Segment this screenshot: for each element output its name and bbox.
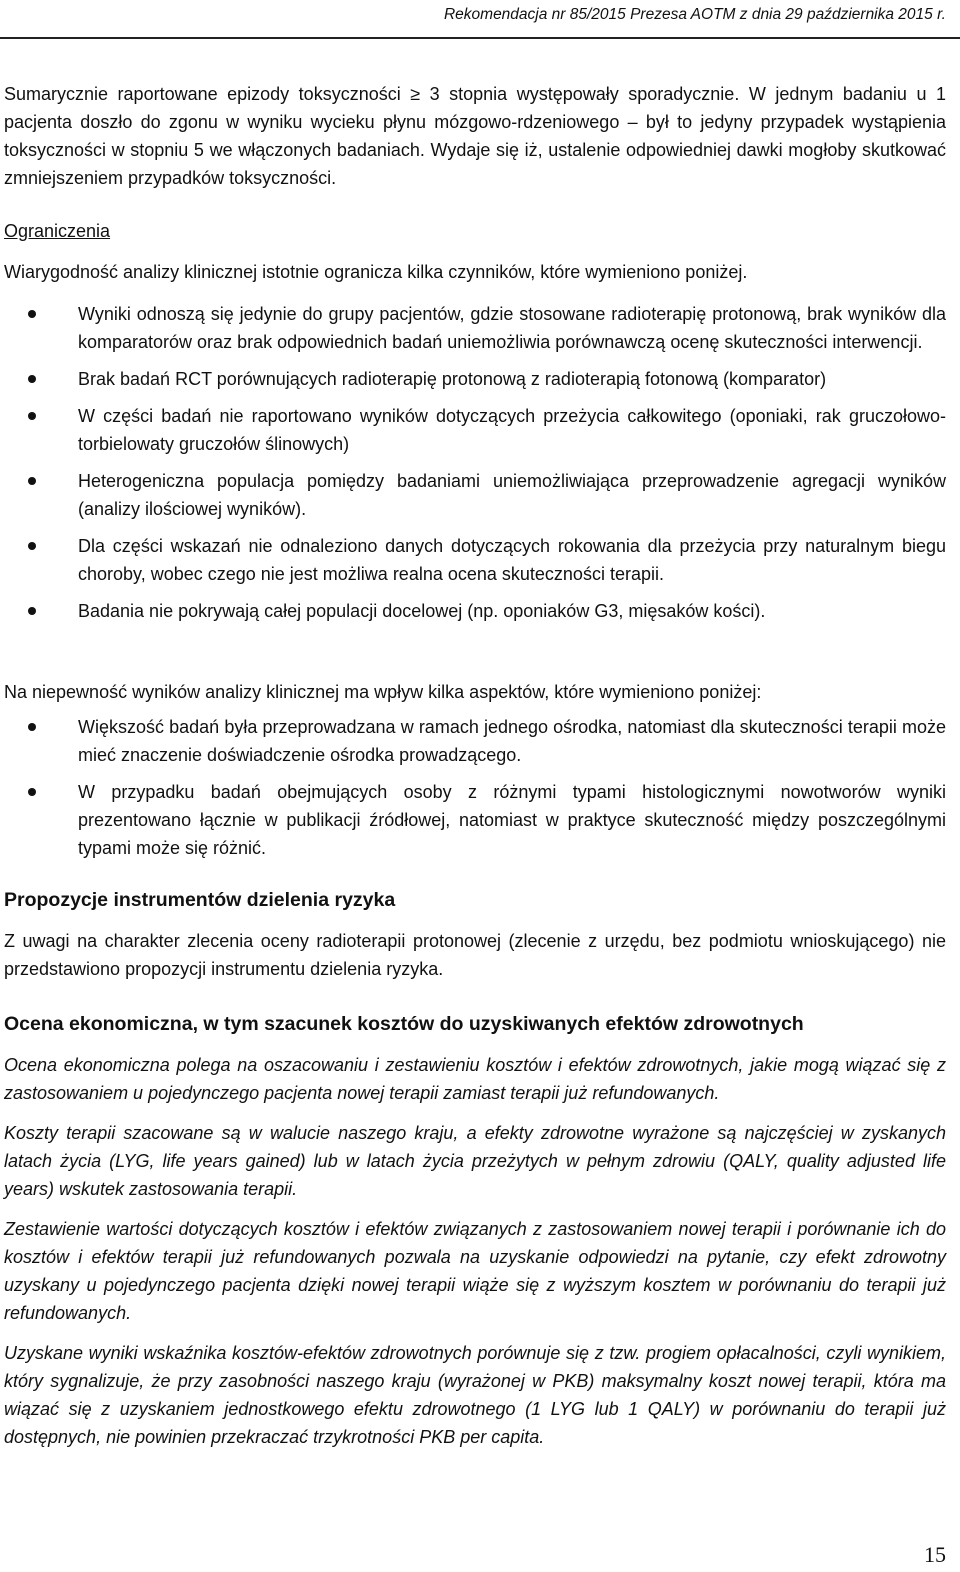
list-item — [4, 778, 946, 862]
bullet-icon — [28, 310, 36, 318]
bullet-icon — [28, 788, 36, 796]
economic-body — [4, 1051, 946, 1463]
list-item-text: Większość badań była przeprowadzana w ramach jednego ośrodka, natomiast dla skuteczności terapii może mieć znaczenie doświadczenie ośrodka prowadzącego. — [78, 717, 946, 765]
list-item — [4, 713, 946, 769]
bullet-icon — [28, 723, 36, 731]
economic-paragraph: Koszty terapii szacowane są w walucie naszego kraju, a efekty zdrowotne wyrażone są najczęściej w zyskanych latach życia (LYG, life years gained) lub w latach życia przeżytych w pełnym zdrowiu (QALY, quality adjusted life years) wskutek zastosowania terapii. — [4, 1123, 946, 1199]
list-item-text: Dla części wskazań nie odnaleziono danych dotyczących rokowania dla przeżycia przy naturalnym biegu choroby, wobec czego nie jest możliwa realna ocena skuteczności terapii. — [78, 536, 946, 584]
limitations-heading — [4, 217, 946, 245]
economic-paragraph: Zestawienie wartości dotyczących kosztów i efektów związanych z zastosowaniem nowej terapii i porównanie ich do kosztów i efektów terapii już refundowanych pozwala na uzyskanie odpowiedzi na pytanie, czy efekt zdrowotny uzyskany u pojedynczego pacjenta dzięki nowej terapii wiąże się z wyższym kosztem w porównaniu do terapii już refundowanych. — [4, 1219, 946, 1323]
list-item — [4, 402, 946, 458]
bullet-icon — [28, 477, 36, 485]
limitations-intro-text: Wiarygodność analizy klinicznej istotnie ogranicza kilka czynników, które wymieniono poniżej. — [4, 262, 748, 282]
list-item — [4, 300, 946, 356]
bullet-icon — [28, 412, 36, 420]
uncertainty-intro — [4, 678, 946, 706]
economic-paragraph: Ocena ekonomiczna polega na oszacowaniu i zestawieniu kosztów i efektów zdrowotnych, jakie mogą wiązać się z zastosowaniem u pojedynczego pacjenta nowej terapii zamiast terapii już refundowanych. — [4, 1055, 946, 1103]
list-item — [4, 532, 946, 588]
bullet-icon — [28, 375, 36, 383]
uncertainty-list — [4, 713, 946, 871]
limitations-list — [4, 300, 946, 634]
toxicity-paragraph: Sumarycznie raportowane epizody toksyczności ≥ 3 stopnia występowały sporadycznie. W jednym badaniu u 1 pacjenta doszło do zgonu w wyniku wycieku płynu mózgowo-rdzeniowego – był to jedyny przypadek wystąpienia toksyczności w stopniu 5 we włączonych badaniach. Wydaje się iż, ustalenie odpowiedniej dawki mogłoby skutkować zmniejszeniem przypadków toksyczności. — [4, 84, 946, 188]
list-item-text: Brak badań RCT porównujących radioterapię protonową z radioterapią fotonową (komparator) — [78, 369, 827, 389]
uncertainty-intro-text: Na niepewność wyników analizy klinicznej ma wpływ kilka aspektów, które wymieniono poniżej: — [4, 682, 762, 702]
list-item-text: Heterogeniczna populacja pomiędzy badaniami uniemożliwiająca przeprowadzenie agregacji wyników (analizy ilościowej wyników). — [78, 471, 946, 519]
limitations-intro — [4, 258, 946, 286]
risk-sharing-section-heading — [4, 886, 946, 914]
list-item-text: W przypadku badań obejmujących osoby z różnymi typami histologicznymi nowotworów wyniki prezentowano łącznie w publikacji źródłowej, natomiast w praktyce skuteczność między poszczególnymi typami może się różnić. — [78, 782, 946, 858]
toxicity-summary — [4, 80, 946, 192]
bullet-icon — [28, 542, 36, 550]
page-number: 15 — [924, 1542, 946, 1567]
risk-sharing-heading: Propozycje instrumentów dzielenia ryzyka — [4, 889, 396, 911]
risk-sharing-body — [4, 927, 946, 983]
economic-heading: Ocena ekonomiczna, w tym szacunek kosztów do uzyskiwanych efektów zdrowotnych — [4, 1013, 804, 1035]
page-header: Rekomendacja nr 85/2015 Prezesa AOTM z dnia 29 października 2015 r. — [443, 6, 946, 23]
header-rule — [0, 37, 960, 39]
limitations-heading-text: Ograniczenia — [4, 221, 111, 241]
risk-sharing-text: Z uwagi na charakter zlecenia oceny radioterapii protonowej (zlecenie z urzędu, bez podmiotu wnioskującego) nie przedstawiono propozycji instrumentu dzielenia ryzyka. — [4, 931, 946, 979]
list-item — [4, 365, 946, 393]
list-item — [4, 467, 946, 523]
bullet-icon — [28, 607, 36, 615]
list-item — [4, 597, 946, 625]
economic-paragraph: Uzyskane wyniki wskaźnika kosztów-efektów zdrowotnych porównuje się z tzw. progiem opłacalności, czyli wynikiem, który sygnalizuje, że przy zasobności naszego kraju (wyrażonej w PKB) maksymalny koszt nowej terapii, która ma wiązać się z uzyskaniem jednostkowego efektu zdrowotnego (1 LYG lub 1 QALY) w porównaniu do terapii już dostępnych, nie powinien przekraczać trzykrotności PKB per capita. — [4, 1343, 946, 1447]
economic-section-heading — [4, 1010, 946, 1038]
list-item-text: Badania nie pokrywają całej populacji docelowej (np. oponiaków G3, mięsaków kości). — [78, 601, 766, 621]
list-item-text: W części badań nie raportowano wyników dotyczących przeżycia całkowitego (oponiaki, rak gruczołowo-torbielowaty gruczołów ślinowych) — [78, 406, 946, 454]
list-item-text: Wyniki odnoszą się jedynie do grupy pacjentów, gdzie stosowane radioterapię protonową, brak wyników dla komparatorów oraz brak odpowiednich badań uniemożliwia porównawczą ocenę skuteczności interwencji. — [78, 304, 946, 352]
